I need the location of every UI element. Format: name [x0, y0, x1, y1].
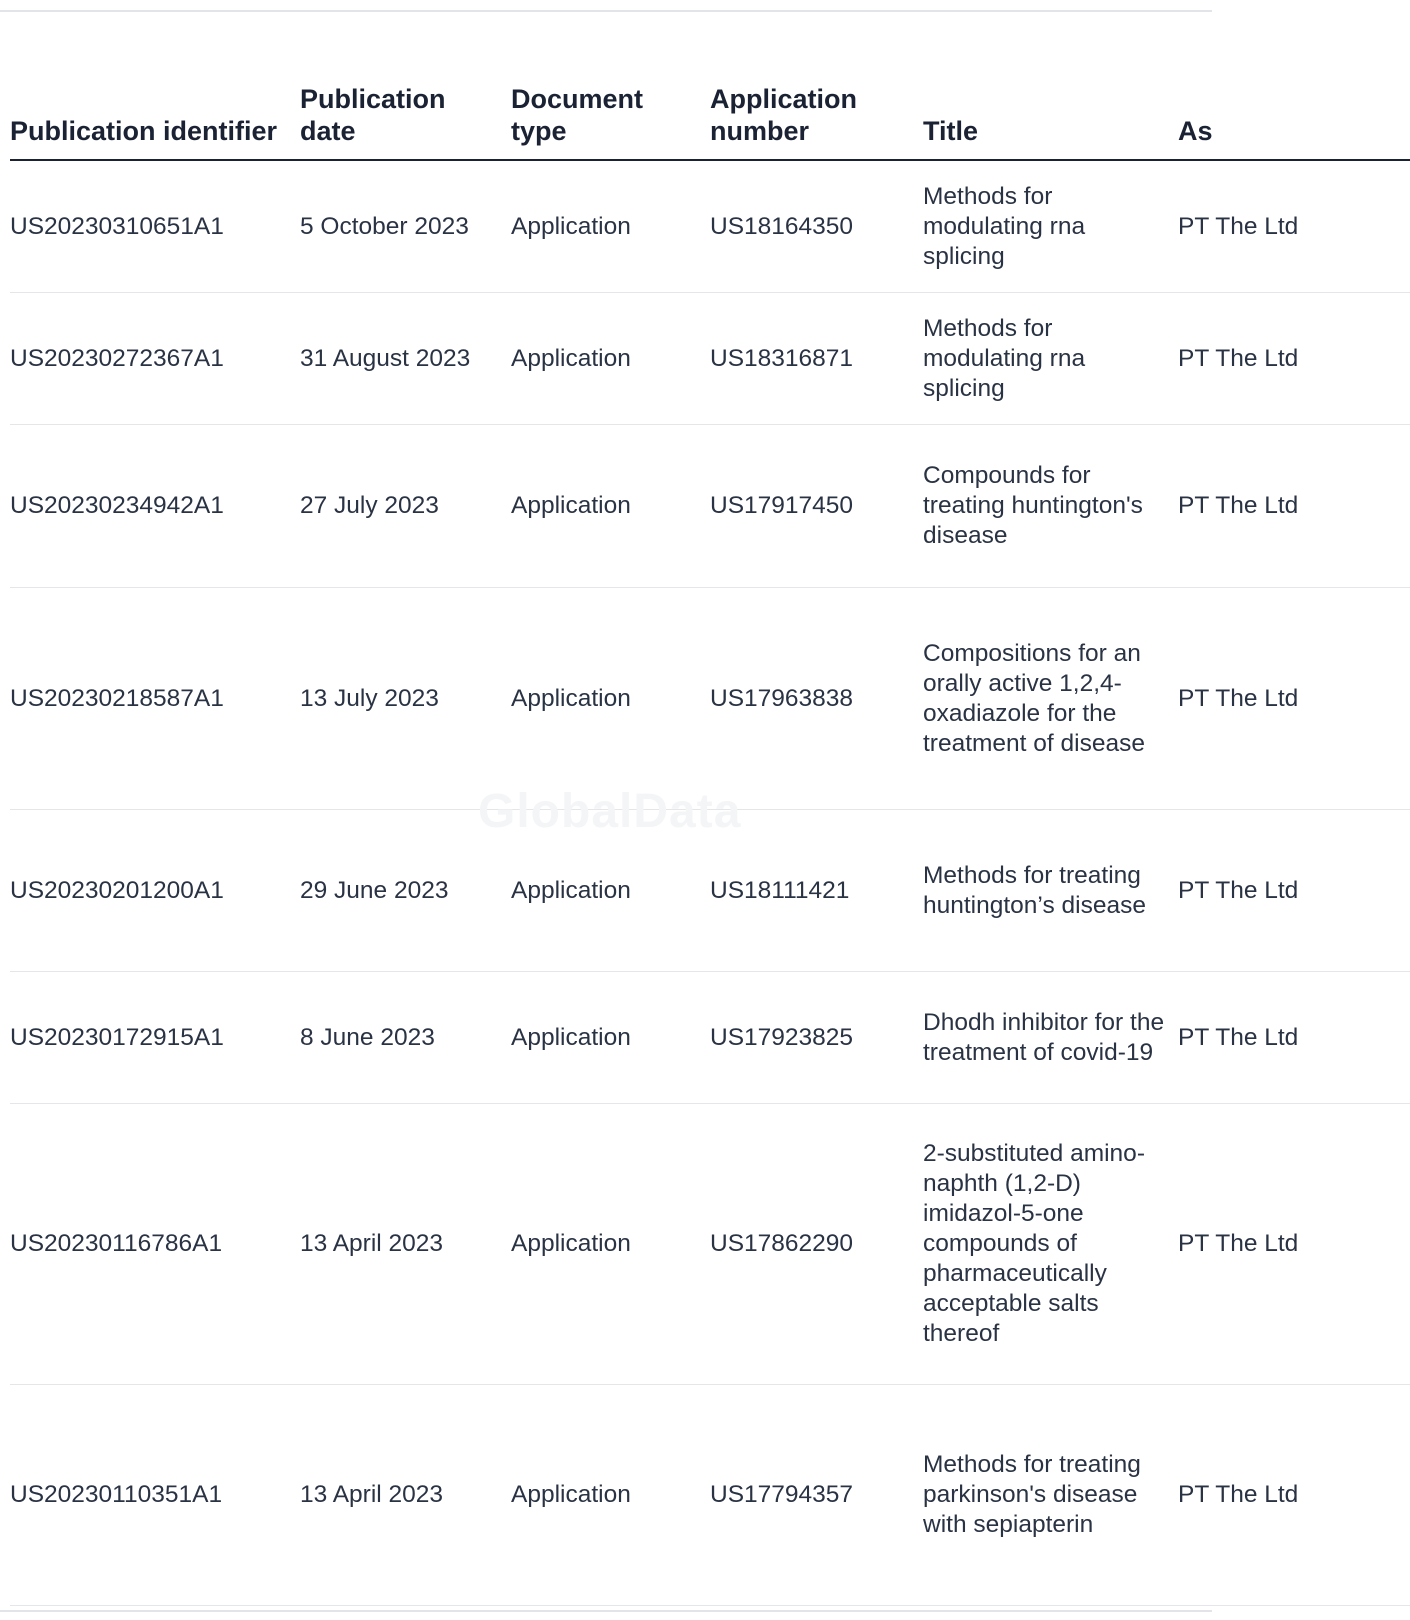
cell-publication-identifier: US20230116786A1: [10, 1104, 300, 1385]
table-row: [10, 1385, 1410, 1606]
header-assignee[interactable]: As: [1178, 12, 1410, 160]
cell-publication-identifier: US20230201200A1: [10, 810, 300, 972]
cell-title: Compounds for treating huntington's disease: [923, 425, 1178, 588]
cell-document-type: Application: [511, 1385, 710, 1606]
cell-assignee: PT The Ltd: [1178, 1104, 1410, 1385]
table-row: [10, 425, 1410, 588]
cell-assignee: PT The Ltd: [1178, 588, 1410, 810]
cell-publication-identifier: US20230234942A1: [10, 425, 300, 588]
cell-document-type: Application: [511, 1104, 710, 1385]
cell-publication-date: 31 August 2023: [300, 293, 511, 425]
cell-application-number: US18316871: [710, 293, 923, 425]
cell-application-number: US17963838: [710, 588, 923, 810]
patent-table-container[interactable]: [10, 12, 1299, 1606]
cell-publication-date: 13 April 2023: [300, 1104, 511, 1385]
cell-title: Methods for treating huntington’s disease: [923, 810, 1178, 972]
cell-title: Compositions for an orally active 1,2,4-oxadiazole for the treatment of disease: [923, 588, 1178, 810]
cell-publication-date: 13 July 2023: [300, 588, 511, 810]
cell-publication-identifier: US20230218587A1: [10, 588, 300, 810]
cell-publication-date: 29 June 2023: [300, 810, 511, 972]
cell-title: Methods for modulating rna splicing: [923, 293, 1178, 425]
cell-application-number: US18164350: [710, 160, 923, 293]
table-row: [10, 160, 1410, 293]
cell-publication-identifier: US20230310651A1: [10, 160, 300, 293]
cell-document-type: Application: [511, 972, 710, 1104]
cell-assignee: PT The Ltd: [1178, 810, 1410, 972]
cell-publication-identifier: US20230272367A1: [10, 293, 300, 425]
cell-document-type: Application: [511, 293, 710, 425]
cell-title: 2-substituted amino-naphth (1,2-D) imidazol-5-one compounds of pharmaceutically acceptable salts thereof: [923, 1104, 1178, 1385]
cell-application-number: US17917450: [710, 425, 923, 588]
watermark: GlobalData: [478, 785, 742, 838]
header-publication-date[interactable]: Publication date: [300, 12, 511, 160]
cell-assignee: PT The Ltd: [1178, 425, 1410, 588]
header-title[interactable]: Title: [923, 12, 1178, 160]
cell-application-number: US17923825: [710, 972, 923, 1104]
cell-application-number: US18111421: [710, 810, 923, 972]
cell-document-type: Application: [511, 588, 710, 810]
cell-document-type: Application: [511, 425, 710, 588]
cell-document-type: Application: [511, 160, 710, 293]
table-row: [10, 810, 1410, 972]
cell-title: Methods for treating parkinson's disease with sepiapterin: [923, 1385, 1178, 1606]
header-application-number[interactable]: Application number: [710, 12, 923, 160]
bottom-divider: [0, 1610, 1212, 1612]
cell-publication-identifier: US20230110351A1: [10, 1385, 300, 1606]
cell-application-number: US17794357: [710, 1385, 923, 1606]
table-row: [10, 972, 1410, 1104]
cell-title: Methods for modulating rna splicing: [923, 160, 1178, 293]
cell-document-type: Application: [511, 810, 710, 972]
cell-publication-date: 8 June 2023: [300, 972, 511, 1104]
table-row: [10, 588, 1410, 810]
cell-assignee: PT The Ltd: [1178, 1385, 1410, 1606]
cell-title: Dhodh inhibitor for the treatment of covid-19: [923, 972, 1178, 1104]
table-row: [10, 293, 1410, 425]
cell-application-number: US17862290: [710, 1104, 923, 1385]
table-header-row: [10, 12, 1410, 160]
cell-assignee: PT The Ltd: [1178, 972, 1410, 1104]
cell-assignee: PT The Ltd: [1178, 293, 1410, 425]
cell-publication-date: 27 July 2023: [300, 425, 511, 588]
patent-table: [10, 12, 1410, 1606]
cell-publication-date: 13 April 2023: [300, 1385, 511, 1606]
header-document-type[interactable]: Document type: [511, 12, 710, 160]
header-publication-identifier[interactable]: Publication identifier: [10, 12, 300, 160]
cell-publication-identifier: US20230172915A1: [10, 972, 300, 1104]
cell-publication-date: 5 October 2023: [300, 160, 511, 293]
table-row: [10, 1104, 1410, 1385]
cell-assignee: PT The Ltd: [1178, 160, 1410, 293]
